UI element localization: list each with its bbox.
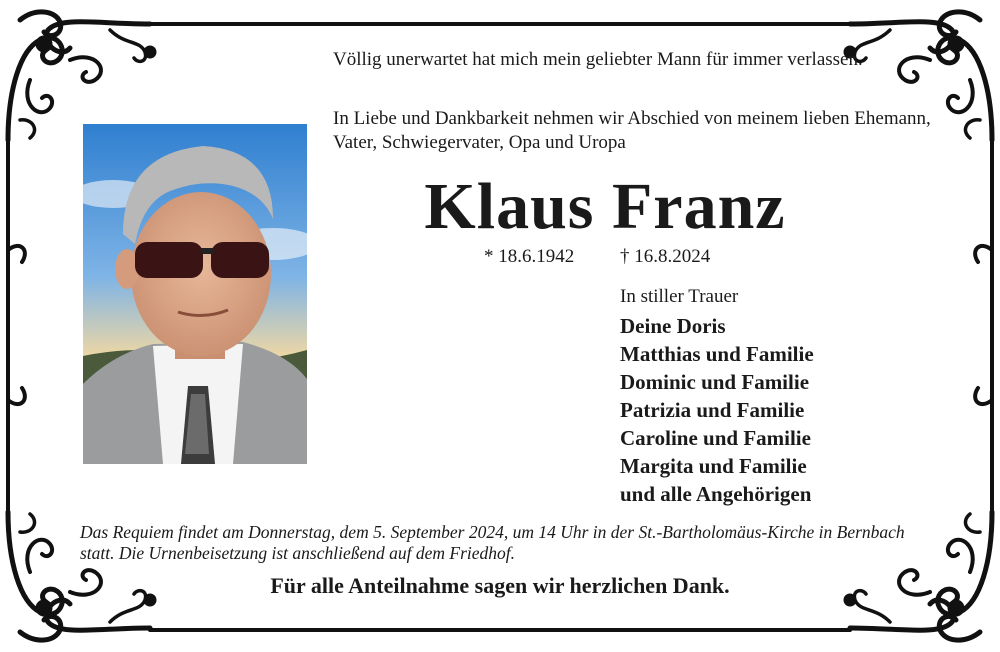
death-date: † 16.8.2024 [620,246,711,267]
birth-date: * 18.6.1942 [484,246,575,267]
mourner-item: Deine Doris [620,314,726,338]
mourners-list [620,312,814,508]
mourner-item: Margita und Familie [620,454,807,478]
deceased-name: Klaus Franz [424,170,786,243]
mourner-item: Patrizia und Familie [620,398,805,422]
mourner-item: Caroline und Familie [620,426,811,450]
mourner-item: Dominic und Familie [620,370,810,394]
mourner-item: Matthias und Familie [620,342,814,366]
mourning-heading: In stiller Trauer [620,286,739,307]
intro-text-2: In Liebe und Dankbarkeit nehmen wir Abschied von meinem lieben Ehemann, Vater, Schwiegervater, Opa und Uropa [333,108,931,153]
corner-ornament [8,12,154,140]
requiem-notice: Das Requiem findet am Donnerstag, dem 5. September 2024, um 14 Uhr in der St.-Bartholomäus-Kirche in Bernbach statt. Die Urnenbeisetzung ist anschließend auf dem Friedhof. [80,522,905,563]
mourner-item: und alle Angehörigen [620,482,812,506]
portrait-photo [83,124,307,464]
thanks-line: Für alle Anteilnahme sagen wir herzlichen Dank. [270,573,730,598]
intro-text-1: Völlig unerwartet hat mich mein geliebter Mann für immer verlassen. [333,49,863,70]
